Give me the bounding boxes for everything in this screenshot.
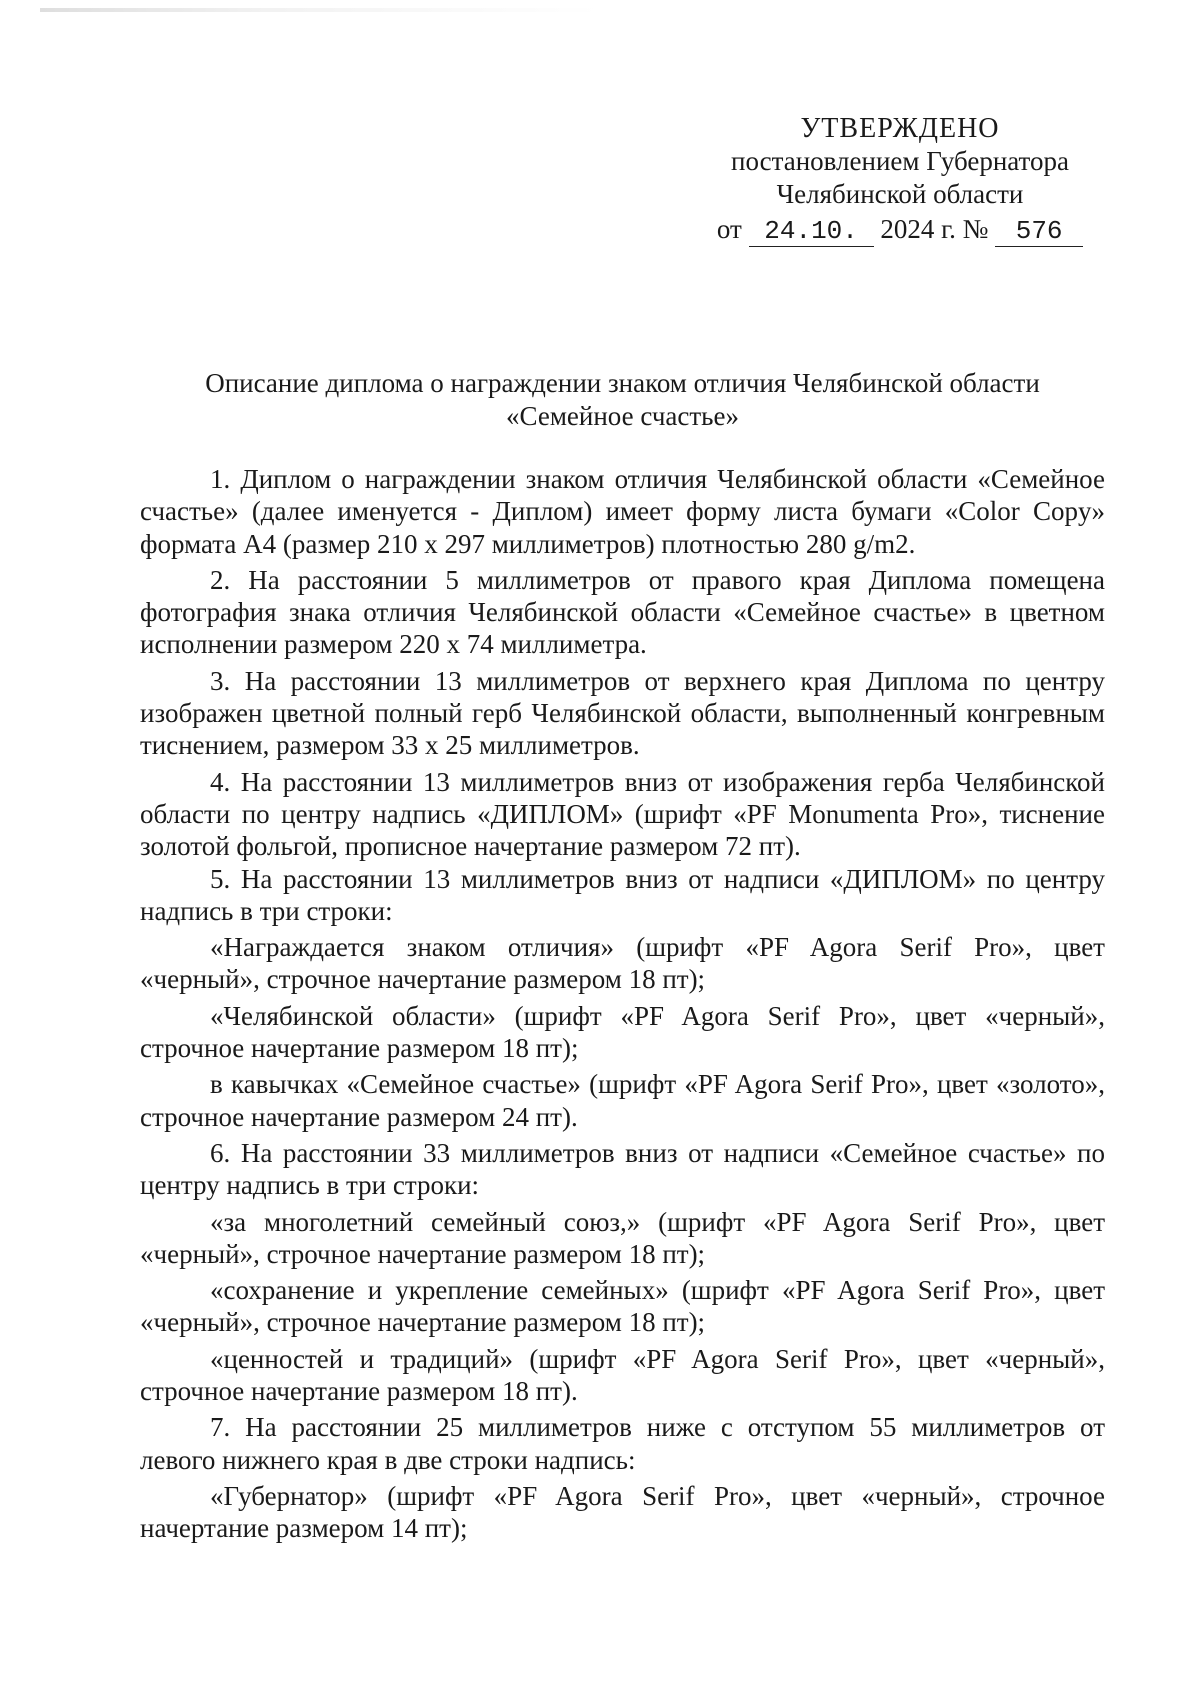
paragraph-3: 3. На расстоянии 13 миллиметров от верхнего края Диплома по центру изображен цветной полный герб Челябинской области, выполненный конгревным тиснением, размером 33 x 25 миллиметров. <box>140 665 1105 761</box>
document-title <box>140 367 1105 433</box>
paragraph-5: 5. На расстоянии 13 миллиметров вниз от надписи «ДИПЛОМ» по центру надпись в три строки: <box>140 863 1105 926</box>
document-title-line-1: Описание диплома о награждении знаком отличия Челябинской области <box>205 368 1040 398</box>
approval-title: УТВЕРЖДЕНО <box>800 113 1000 144</box>
document-number: 576 <box>995 216 1083 247</box>
paragraph-1: 1. Диплом о награждении знаком отличия Челябинской области «Семейное счастье» (далее именуется - Диплом) имеет форму листа бумаги «Color Copy» формата А4 (размер 210 x 297 миллиметров) плотностью 280 g/m2. <box>140 464 1105 559</box>
paragraph-2: 2. На расстоянии 5 миллиметров от правого края Диплома помещена фотография знака отличия Челябинской области «Семейное счастье» в цветном исполнении размером 220 x 74 миллиметра. <box>140 564 1105 660</box>
scan-artifact <box>40 8 600 12</box>
paragraph-6-line-3: «ценностей и традиций» (шрифт «PF Agora Serif Pro», цвет «черный», строчное начертание размером 18 пт). <box>140 1343 1105 1407</box>
paragraph-5-line-3: в кавычках «Семейное счастье» (шрифт «PF Agora Serif Pro», цвет «золото», строчное начертание размером 24 пт). <box>140 1069 1105 1132</box>
paragraph-5-line-1: «Награждается знаком отличия» (шрифт «PF Agora Serif Pro», цвет «черный», строчное начертание размером 18 пт); <box>140 932 1105 995</box>
paragraph-5-line-2: «Челябинской области» (шрифт «PF Agora Serif Pro», цвет «черный», строчное начертание размером 18 пт); <box>140 1000 1105 1064</box>
paragraph-6-line-1: «за многолетний семейный союз,» (шрифт «PF Agora Serif Pro», цвет «черный», строчное начертание размером 18 пт); <box>140 1206 1105 1269</box>
paragraph-6-line-2: «сохранение и укрепление семейных» (шрифт «PF Agora Serif Pro», цвет «черный», строчное начертание размером 18 пт); <box>140 1275 1105 1338</box>
document-title-line-2: «Семейное счастье» <box>506 401 739 431</box>
approval-date-line <box>680 213 1120 247</box>
approval-stamp <box>680 112 1120 247</box>
document-body <box>140 463 1105 1545</box>
paragraph-6: 6. На расстоянии 33 миллиметров вниз от надписи «Семейное счастье» по центру надпись в три строки: <box>140 1137 1105 1201</box>
date-prefix: от <box>716 214 742 244</box>
paragraph-7-line-1: «Губернатор» (шрифт «PF Agora Serif Pro», цвет «черный», строчное начертание размером 14 пт); <box>140 1480 1105 1544</box>
year-text: 2024 г. № <box>880 214 989 244</box>
date-value: 24.10. <box>749 216 874 247</box>
paragraph-7: 7. На расстоянии 25 миллиметров ниже с отступом 55 миллиметров от левого нижнего края в две строки надпись: <box>140 1412 1105 1475</box>
paragraph-4: 4. На расстоянии 13 миллиметров вниз от изображения герба Челябинской области по центру надпись «ДИПЛОМ» (шрифт «PF Monumenta Pro», тиснение золотой фольгой, прописное начертание размером 72 пт). <box>140 766 1105 862</box>
approval-line-1: постановлением Губернатора <box>731 146 1069 176</box>
approval-line-2: Челябинской области <box>776 179 1024 209</box>
